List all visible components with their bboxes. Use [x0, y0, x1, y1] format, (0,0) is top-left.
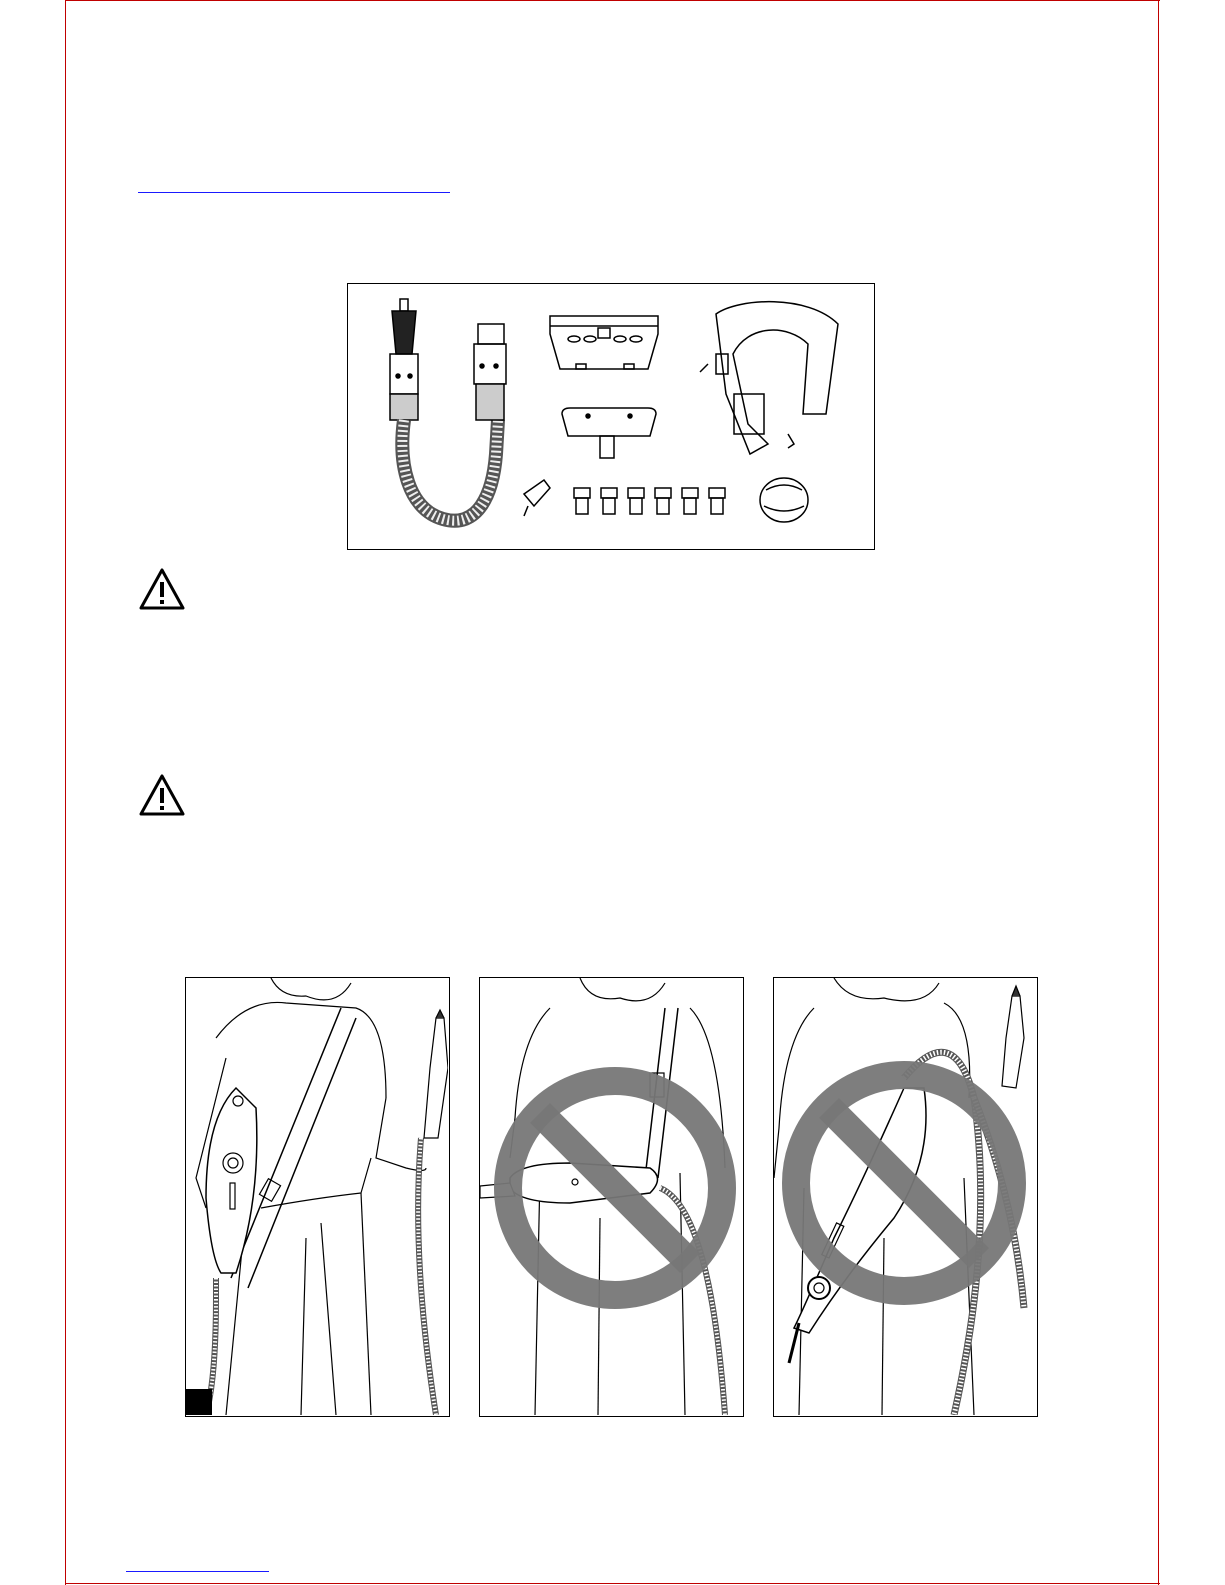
round-brushes: [574, 488, 725, 514]
prohibited-hand-carry: [773, 977, 1038, 1417]
brush-head: [562, 408, 656, 436]
warning-triangle-icon: [138, 773, 186, 817]
handle-grip: [390, 354, 418, 394]
handle-connector: [390, 394, 418, 420]
prohibited-waist-carry: [479, 977, 744, 1417]
page-top-border: [65, 0, 1160, 1]
section-heading-link[interactable]: [138, 192, 450, 193]
accessories-illustration: [348, 284, 873, 548]
correct-shoulder-carry: [185, 977, 450, 1417]
nozzle-cone: [392, 311, 416, 354]
hose-end-body: [474, 344, 506, 384]
footer-link[interactable]: [126, 1571, 269, 1572]
warning-triangle-icon: [138, 567, 186, 611]
accessories-figure: [347, 283, 875, 550]
nozzle-tip: [400, 299, 408, 311]
figure-number-marker: [186, 1389, 212, 1415]
angle-nozzle: [524, 480, 550, 506]
window-squeegee: [550, 316, 658, 369]
page-right-border: [1158, 0, 1159, 1585]
hose-end-top: [478, 324, 504, 344]
page-left-border: [65, 0, 66, 1585]
page-bottom-border: [65, 1583, 1160, 1584]
